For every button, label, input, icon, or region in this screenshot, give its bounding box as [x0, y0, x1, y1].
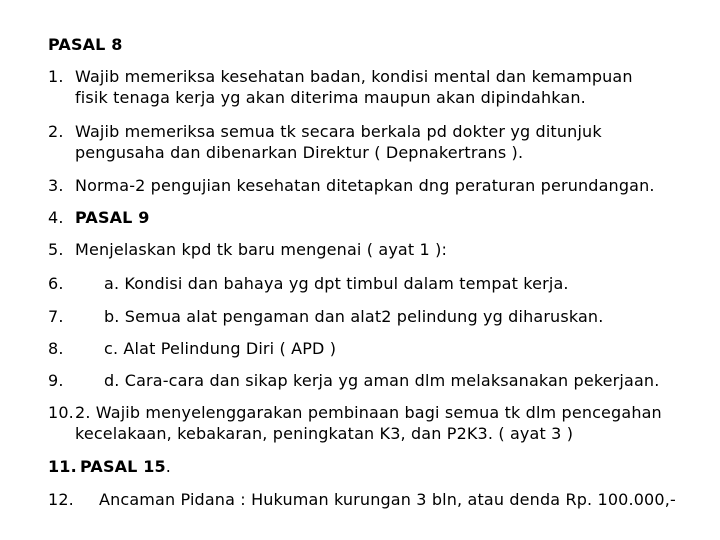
item-number: 1. — [48, 67, 64, 86]
item-text-continued: kecelakaan, kebakaran, peningkatan K3, dan P2K3. ( ayat 3 ) — [75, 424, 574, 443]
item-text: Norma-2 pengujian kesehatan ditetapkan dng peraturan perundangan. — [75, 176, 655, 195]
item-number: 2. — [48, 122, 64, 141]
item-number: 12. — [48, 490, 74, 509]
item-number: 11. — [48, 457, 77, 476]
item-text: 2. Wajib menyelenggarakan pembinaan bagi semua tk dlm pencegahan — [75, 403, 662, 422]
item-number: 7. — [48, 307, 64, 326]
item-text: b. Semua alat pengaman dan alat2 pelindung yg diharuskan. — [104, 307, 604, 326]
section-heading-wrap — [80, 456, 171, 478]
item-number: 8. — [48, 339, 64, 358]
item-text: Wajib memeriksa semua tk secara berkala pd dokter yg ditunjuk — [75, 122, 602, 141]
item-text: c. Alat Pelindung Diri ( APD ) — [104, 339, 337, 358]
title-text: PASAL 8 — [48, 35, 123, 54]
item-text: d. Cara-cara dan sikap kerja yg aman dlm melaksanakan pekerjaan. — [104, 371, 660, 390]
item-text: a. Kondisi dan bahaya yg dpt timbul dalam tempat kerja. — [104, 274, 569, 293]
item-number: 5. — [48, 240, 64, 259]
item-text: Ancaman Pidana : Hukuman kurungan 3 bln, atau denda Rp. 100.000,- — [99, 490, 676, 509]
page-title — [48, 34, 123, 56]
item-text-continued: fisik tenaga kerja yg akan diterima maupun akan dipindahkan. — [75, 88, 586, 107]
item-number: 6. — [48, 274, 64, 293]
item-text: Menjelaskan kpd tk baru mengenai ( ayat 1 ): — [75, 240, 448, 259]
item-number: 10. — [48, 403, 74, 422]
section-heading: PASAL 15 — [80, 457, 166, 476]
item-number: 4. — [48, 208, 64, 227]
item-text: Wajib memeriksa kesehatan badan, kondisi mental dan kemampuan — [75, 67, 633, 86]
item-number: 3. — [48, 176, 64, 195]
item-text-continued: pengusaha dan dibenarkan Direktur ( Depnakertrans ). — [75, 143, 524, 162]
item-number: 9. — [48, 371, 64, 390]
heading-suffix: . — [165, 457, 172, 476]
section-heading: PASAL 9 — [75, 208, 150, 227]
